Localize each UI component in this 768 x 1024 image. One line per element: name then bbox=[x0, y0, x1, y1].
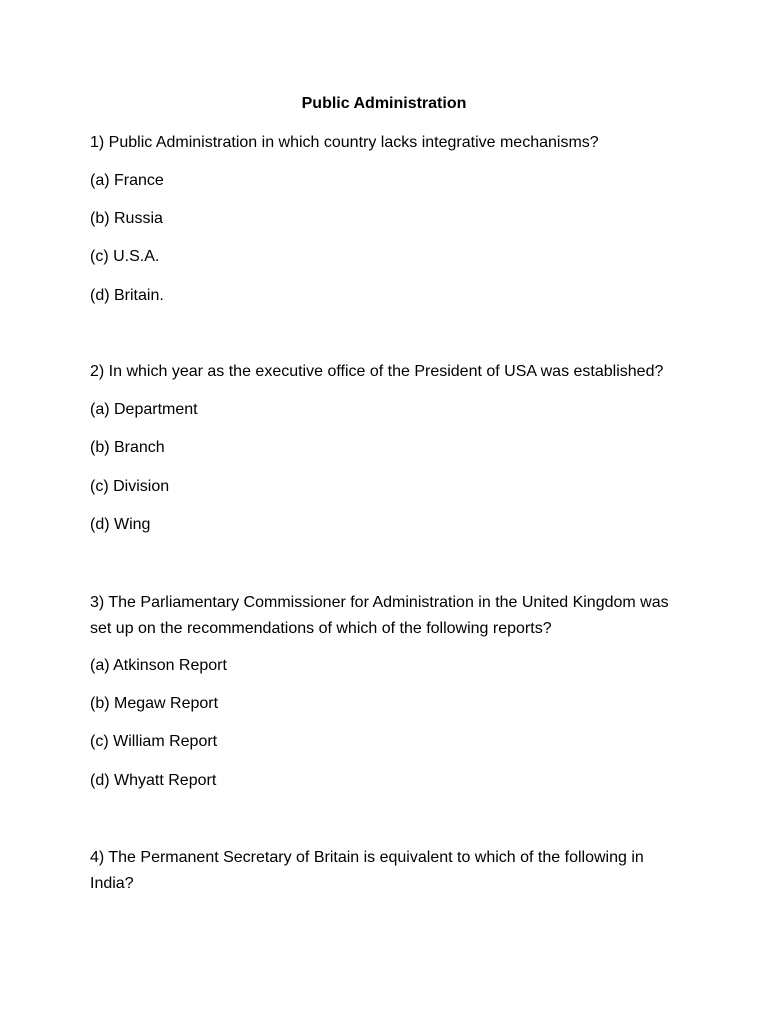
question-1-option-a: (a) France bbox=[90, 172, 164, 189]
question-1-option-c: (c) U.S.A. bbox=[90, 248, 160, 265]
question-2-option-d: (d) Wing bbox=[90, 516, 151, 533]
question-1-text: 1) Public Administration in which country lacks integrative mechanisms? bbox=[90, 134, 599, 151]
question-3-option-b: (b) Megaw Report bbox=[90, 695, 219, 712]
question-4-text: 4) The Permanent Secretary of Britain is equivalent to which of the following in India? bbox=[90, 849, 644, 892]
question-2-text: 2) In which year as the executive office of the President of USA was established? bbox=[90, 363, 664, 380]
question-1-option-b: (b) Russia bbox=[90, 210, 163, 227]
question-2-option-c: (c) Division bbox=[90, 478, 170, 495]
question-2-option-a: (a) Department bbox=[90, 401, 198, 418]
question-2-option-b: (b) Branch bbox=[90, 439, 165, 456]
question-3-option-c: (c) William Report bbox=[90, 733, 218, 750]
document-title: Public Administration bbox=[301, 95, 467, 112]
question-3-option-d: (d) Whyatt Report bbox=[90, 772, 217, 789]
question-1-option-d: (d) Britain. bbox=[90, 287, 164, 304]
question-3-text: 3) The Parliamentary Commissioner for Administration in the United Kingdom was set up on the recommendations of which of the following reports? bbox=[90, 594, 669, 637]
question-3-option-a: (a) Atkinson Report bbox=[90, 657, 227, 674]
